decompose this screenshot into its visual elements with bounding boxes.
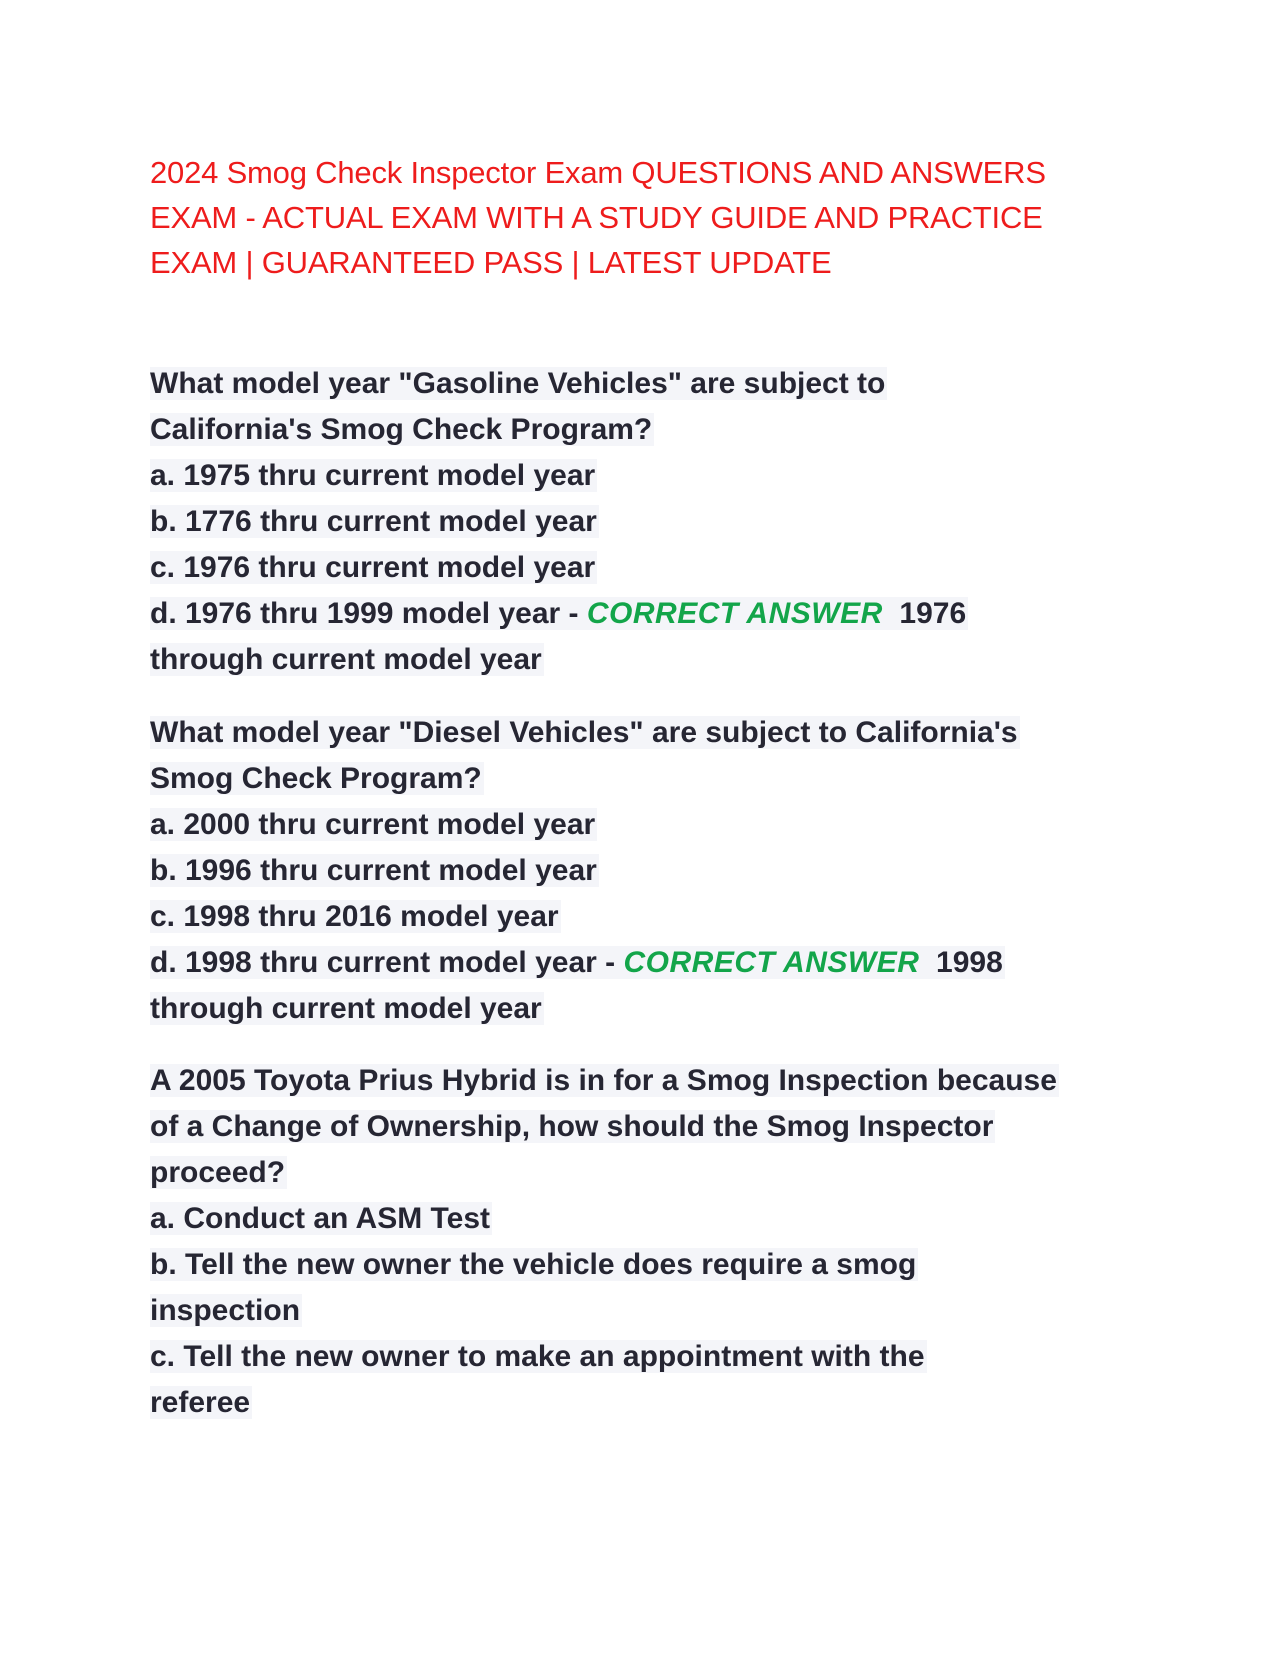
question-text: of a Change of Ownership, how should the Smog Inspector — [150, 1110, 994, 1143]
option-c: c. Tell the new owner to make an appointment with the — [150, 1340, 925, 1373]
option-d-text: d. 1976 thru 1999 model year - — [150, 597, 587, 630]
option-b: b. 1776 thru current model year — [150, 505, 597, 538]
question-text: What model year "Gasoline Vehicles" are subject to — [150, 367, 886, 400]
option-d — [150, 946, 1005, 979]
answer-text: 1998 — [919, 946, 1003, 979]
question-block-2 — [150, 710, 1150, 1032]
correct-answer-label: CORRECT ANSWER — [623, 946, 920, 979]
answer-text: through current model year — [150, 992, 542, 1025]
answer-text: 1976 — [882, 597, 967, 630]
option-b: b. 1996 thru current model year — [150, 854, 597, 887]
document-title — [150, 150, 1150, 285]
option-c: c. 1976 thru current model year — [150, 551, 596, 584]
question-block-3 — [150, 1058, 1150, 1426]
question-block-1 — [150, 361, 1150, 683]
correct-answer-label: CORRECT ANSWER — [586, 597, 883, 630]
title-line: EXAM - ACTUAL EXAM WITH A STUDY GUIDE AND PRACTICE — [150, 200, 1043, 235]
option-d — [150, 597, 968, 630]
option-a: a. 1975 thru current model year — [150, 459, 596, 492]
option-d-text: d. 1998 thru current model year - — [150, 946, 624, 979]
option-c: referee — [150, 1386, 251, 1419]
question-text: What model year "Diesel Vehicles" are subject to California's — [150, 716, 1018, 749]
question-text: proceed? — [150, 1156, 286, 1189]
option-b: inspection — [150, 1294, 301, 1327]
title-line: EXAM | GUARANTEED PASS | LATEST UPDATE — [150, 245, 832, 280]
option-a: a. 2000 thru current model year — [150, 808, 596, 841]
question-text: California's Smog Check Program? — [150, 413, 653, 446]
option-c: c. 1998 thru 2016 model year — [150, 900, 559, 933]
option-b: b. Tell the new owner the vehicle does require a smog — [150, 1248, 917, 1281]
question-text: Smog Check Program? — [150, 762, 482, 795]
title-line: 2024 Smog Check Inspector Exam QUESTIONS AND ANSWERS — [150, 155, 1046, 190]
question-text: A 2005 Toyota Prius Hybrid is in for a Smog Inspection because — [150, 1064, 1057, 1097]
option-a: a. Conduct an ASM Test — [150, 1202, 491, 1235]
answer-text: through current model year — [150, 643, 542, 676]
